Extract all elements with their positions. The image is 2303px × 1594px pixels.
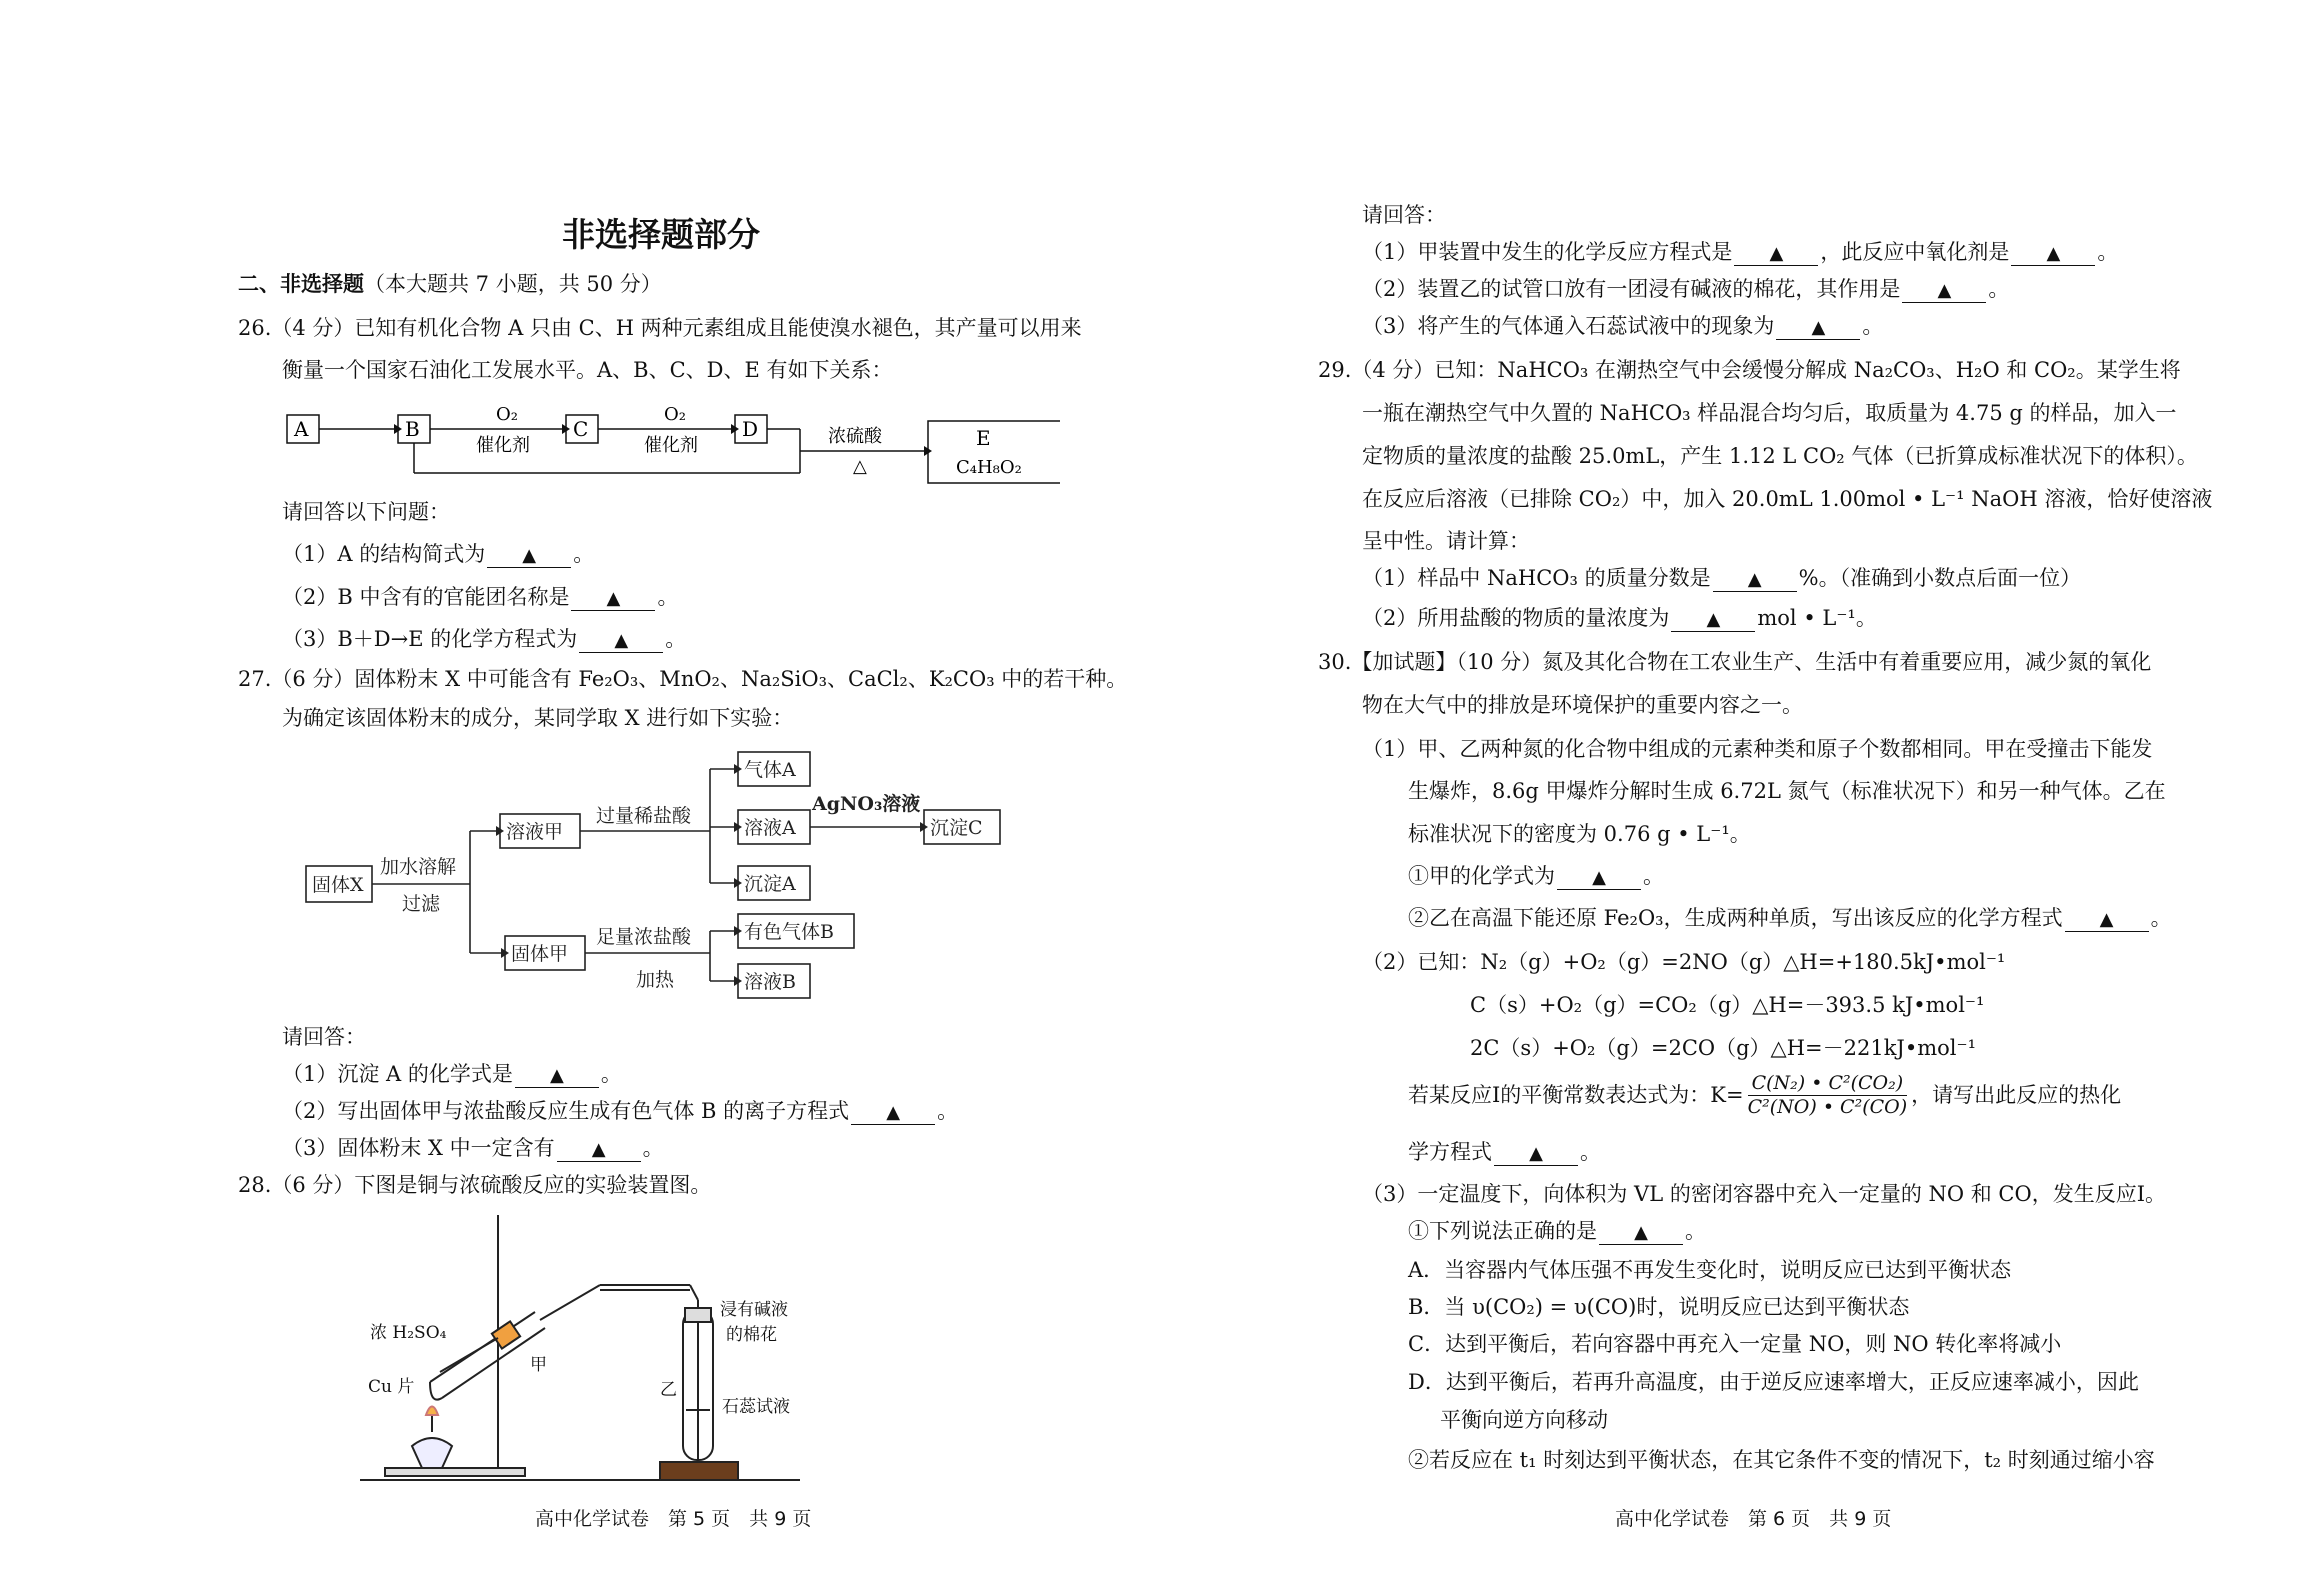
period: 。 xyxy=(642,1136,664,1160)
q26-q2-text: （2）B 中含有的官能团名称是 xyxy=(282,585,570,609)
q29-line2: 一瓶在潮热空气中久置的 NaHCO₃ 样品混合均匀后，取质量为 4.75 g 的样品，加入一 xyxy=(1362,401,2177,425)
flow-gas-a: 气体A xyxy=(744,759,796,781)
flow-solid-jia: 固体甲 xyxy=(511,943,569,965)
triangle-icon: ▲ xyxy=(606,588,621,609)
diagram-acid: 浓硫酸 xyxy=(828,426,882,447)
flow-solution-b: 溶液B xyxy=(744,971,796,993)
flow-dilute-hcl: 过量稀盐酸 xyxy=(596,805,692,827)
diagram-heat: △ xyxy=(853,456,867,477)
label-cotton-1: 浸有碱液 xyxy=(720,1300,788,1320)
q30-p3-q2: ②若反应在 t₁ 时刻达到平衡状态，在其它条件不变的情况下，t₂ 时刻通过缩小容 xyxy=(1408,1448,2155,1472)
answer-blank[interactable] xyxy=(1734,240,1818,266)
answer-blank[interactable] xyxy=(1557,864,1641,890)
triangle-icon: ▲ xyxy=(1747,569,1762,590)
flow-solid-x: 固体X xyxy=(312,874,364,896)
q30-p2-line2: C（s）+O₂（g）=CO₂（g）△H=－393.5 kJ•mol⁻¹ xyxy=(1470,993,1985,1017)
diagram-catalyst-2: 催化剂 xyxy=(644,435,698,456)
k-label: 若某反应Ⅰ的平衡常数表达式为：K= xyxy=(1408,1082,1744,1107)
q27-q1-text: （1）沉淀 A 的化学式是 xyxy=(282,1062,513,1086)
k-numerator: C(N₂) • C²(CO₂) xyxy=(1748,1072,1908,1096)
label-conc-h2so4: 浓 H₂SO₄ xyxy=(370,1323,447,1343)
period: 。 xyxy=(2150,906,2172,930)
flow-dissolve: 加水溶解 xyxy=(380,856,457,878)
q27-line1: 27.（6 分）固体粉末 X 中可能含有 Fe₂O₃、MnO₂、Na₂SiO₃、CaCl₂、K₂CO₃ 中的若干种。 xyxy=(238,667,1128,691)
answer-blank[interactable] xyxy=(571,585,655,611)
label-litmus: 石蕊试液 xyxy=(722,1397,790,1417)
q26-line2: 衡量一个国家石油化工发展水平。A、B、C、D、E 有如下关系： xyxy=(282,358,893,382)
q26-line1: 26.（4 分）已知有机化合物 A 只由 C、H 两种元素组成且能使溴水褪色，其产量可以用来 xyxy=(238,316,1082,340)
label-cotton-2: 的棉花 xyxy=(726,1325,777,1345)
period: 。 xyxy=(1643,864,1664,888)
q30-p3-line1: （3）一定温度下，向体积为 VL 的密闭容器中充入一定量的 NO 和 CO，发生反应Ⅰ。 xyxy=(1362,1182,2167,1206)
option-c[interactable]: C．达到平衡后，若向容器中再充入一定量 NO，则 NO 转化率将减小 xyxy=(1408,1332,2062,1356)
period: 。 xyxy=(573,542,595,566)
q27-q2 xyxy=(282,1099,958,1125)
q26-q3-text: （3）B＋D→E 的化学方程式为 xyxy=(282,627,578,651)
answer-blank[interactable] xyxy=(1599,1219,1683,1245)
diagram-o2-2: O₂ xyxy=(664,404,686,425)
period: 。 xyxy=(1988,277,2010,301)
flow-gas-b: 有色气体B xyxy=(744,921,834,943)
answer-blank[interactable] xyxy=(487,542,571,568)
period: 。 xyxy=(1580,1140,1601,1164)
triangle-icon: ▲ xyxy=(1937,280,1952,301)
period: 。 xyxy=(1685,1219,1706,1243)
answer-blank[interactable] xyxy=(851,1099,935,1125)
page-title: 非选择题部分 xyxy=(562,215,760,254)
q27-line2: 为确定该固体粉末的成分，某同学取 X 进行如下实验： xyxy=(282,706,794,730)
q27-q3-text: （3）固体粉末 X 中一定含有 xyxy=(282,1136,555,1160)
q28-cont-prompt: 请回答： xyxy=(1362,203,1446,227)
option-d[interactable]: D．达到平衡后，若再升高温度，由于逆反应速率增大，正反应速率减小，因此 xyxy=(1408,1370,2139,1394)
option-d-cont: 平衡向逆方向移动 xyxy=(1440,1408,1608,1432)
k-denominator: C²(NO) • C²(CO) xyxy=(1747,1095,1908,1118)
answer-blank[interactable] xyxy=(579,627,663,653)
q26-reaction-diagram xyxy=(280,395,1060,495)
diagram-node-e: E xyxy=(976,426,991,450)
k-fraction xyxy=(1748,1072,1908,1119)
q29-line5: 呈中性。请计算： xyxy=(1362,529,1530,553)
answer-blank[interactable] xyxy=(1494,1140,1578,1166)
period: 。 xyxy=(2097,240,2119,264)
flow-agno3: AgNO₃溶液 xyxy=(812,793,921,815)
q28-q1-text: （1）甲装置中发生的化学反应方程式是 xyxy=(1362,240,1733,264)
option-b[interactable]: B．当 υ(CO₂) = υ(CO)时，说明反应已达到平衡状态 xyxy=(1408,1295,1910,1319)
q30-p2-line3: 2C（s）+O₂（g）=2CO（g）△H=－221kJ•mol⁻¹ xyxy=(1470,1036,1977,1060)
triangle-icon: ▲ xyxy=(1769,243,1784,264)
answer-blank[interactable] xyxy=(1902,277,1986,303)
q29-q1 xyxy=(1362,566,2081,592)
q29-line4: 在反应后溶液（已排除 CO₂）中，加入 20.0mL 1.00mol • L⁻¹ NaOH 溶液，恰好使溶液 xyxy=(1362,487,2213,511)
answer-blank[interactable] xyxy=(1713,566,1797,592)
q29-q1-text: （1）样品中 NaHCO₃ 的质量分数是 xyxy=(1362,566,1711,590)
diagram-e-formula: C₄H₈O₂ xyxy=(956,457,1022,478)
triangle-icon: ▲ xyxy=(1529,1143,1543,1164)
triangle-icon: ▲ xyxy=(2099,909,2114,930)
triangle-icon: ▲ xyxy=(549,1065,564,1086)
q30-p2-k-expression xyxy=(1408,1072,2121,1119)
triangle-icon: ▲ xyxy=(614,630,629,651)
triangle-icon: ▲ xyxy=(1811,317,1826,338)
answer-blank[interactable] xyxy=(2065,906,2149,932)
q30-p1-q1 xyxy=(1408,864,1664,890)
flow-solution-a: 溶液A xyxy=(744,817,796,839)
q26-prompt: 请回答以下问题： xyxy=(282,500,450,524)
triangle-icon: ▲ xyxy=(1634,1222,1648,1243)
q27-q3 xyxy=(282,1136,664,1162)
period: 。 xyxy=(937,1099,959,1123)
flow-precipitate-c: 沉淀C xyxy=(930,817,983,839)
answer-blank[interactable] xyxy=(557,1136,641,1162)
q27-q2-text: （2）写出固体甲与浓盐酸反应生成有色气体 B 的离子方程式 xyxy=(282,1099,850,1123)
q30-line2: 物在大气中的排放是环境保护的重要内容之一。 xyxy=(1362,693,1803,717)
q27-flow-chart xyxy=(300,738,1050,1008)
diagram-catalyst-1: 催化剂 xyxy=(476,435,530,456)
q29-line3: 定物质的量浓度的盐酸 25.0mL，产生 1.12 L CO₂ 气体（已折算成标准状况下的体积）。 xyxy=(1362,444,2198,468)
q30-p1-line2: 生爆炸，8.6g 甲爆炸分解时生成 6.72L 氮气（标准状况下）和另一种气体。乙在 xyxy=(1408,779,2166,803)
triangle-icon: ▲ xyxy=(591,1139,606,1160)
q28-line1: 28.（6 分）下图是铜与浓硫酸反应的实验装置图。 xyxy=(238,1173,712,1197)
q27-q1 xyxy=(282,1062,622,1088)
q26-q1 xyxy=(282,542,594,568)
q30-p1-line1: （1）甲、乙两种氮的化合物中组成的元素种类和原子个数都相同。甲在受撞击下能发 xyxy=(1362,737,2153,761)
diagram-o2-1: O₂ xyxy=(496,404,518,425)
q30-p3-q1-text: ①下列说法正确的是 xyxy=(1408,1219,1597,1243)
q29-q2-text2: mol • L⁻¹。 xyxy=(1757,606,1877,630)
q29-q1-text2: %。（准确到小数点后面一位） xyxy=(1798,566,2082,590)
flow-conc-hcl: 足量浓盐酸 xyxy=(596,926,692,948)
q30-p2-q xyxy=(1408,1140,1601,1166)
section-note: （本大题共 7 小题，共 50 分） xyxy=(364,272,662,296)
period: 。 xyxy=(1862,314,1884,338)
q26-q1-text: （1）A 的结构简式为 xyxy=(282,542,486,566)
answer-blank[interactable] xyxy=(2011,240,2095,266)
q29-line1: 29.（4 分）已知：NaHCO₃ 在潮热空气中会缓慢分解成 Na₂CO₃、H₂O 和 CO₂。某学生将 xyxy=(1318,358,2181,382)
answer-blank[interactable] xyxy=(515,1062,599,1088)
triangle-icon: ▲ xyxy=(1592,867,1606,888)
period: 。 xyxy=(600,1062,622,1086)
q30-p1-q2 xyxy=(1408,906,2172,932)
diagram-node-c: C xyxy=(573,417,589,441)
k-tail: ，请写出此反应的热化 xyxy=(1911,1082,2122,1107)
q30-line1: 30.【加试题】（10 分）氮及其化合物在工农业生产、生活中有着重要应用，减少氮的氧化 xyxy=(1318,650,2152,674)
diagram-node-b: B xyxy=(405,417,420,441)
q28-q1-text2: ，此反应中氧化剂是 xyxy=(1820,240,2010,264)
q30-p1-line3: 标准状况下的密度为 0.76 g • L⁻¹。 xyxy=(1408,822,1751,846)
triangle-icon: ▲ xyxy=(1706,609,1721,630)
flow-heat: 加热 xyxy=(636,969,675,991)
period: 。 xyxy=(665,627,687,651)
label-jia: 甲 xyxy=(530,1355,547,1375)
q29-q2 xyxy=(1362,606,1877,632)
answer-blank[interactable] xyxy=(1776,314,1860,340)
section-label: 二、非选择题 xyxy=(238,272,364,296)
period: 。 xyxy=(657,585,679,609)
q30-p1-q2-text: ②乙在高温下能还原 Fe₂O₃，生成两种单质，写出该反应的化学方程式 xyxy=(1408,906,2063,930)
triangle-icon: ▲ xyxy=(522,545,537,566)
triangle-icon: ▲ xyxy=(2046,243,2061,264)
q28-q3-text: （3）将产生的气体通入石蕊试液中的现象为 xyxy=(1362,314,1775,338)
label-cu: Cu 片 xyxy=(368,1377,415,1397)
section-heading xyxy=(238,272,662,297)
q28-apparatus-diagram xyxy=(360,1210,820,1485)
q30-p2-q-text: 学方程式 xyxy=(1408,1140,1492,1164)
flow-filter: 过滤 xyxy=(402,893,441,915)
q28-q1 xyxy=(1362,240,2118,266)
q30-p1-q1-text: ①甲的化学式为 xyxy=(1408,864,1555,888)
option-a[interactable]: A．当容器内气体压强不再发生变化时，说明反应已达到平衡状态 xyxy=(1408,1258,2012,1282)
q28-q2 xyxy=(1362,277,2009,303)
triangle-icon: ▲ xyxy=(886,1102,901,1123)
q29-q2-text: （2）所用盐酸的物质的量浓度为 xyxy=(1362,606,1670,630)
footer-right: 高中化学试卷 第 6 页 共 9 页 xyxy=(1615,1508,1892,1530)
flow-precipitate-a: 沉淀A xyxy=(744,873,796,895)
flow-solution-jia: 溶液甲 xyxy=(506,821,564,843)
diagram-node-a: A xyxy=(294,417,309,441)
answer-blank[interactable] xyxy=(1671,606,1755,632)
q26-q3 xyxy=(282,627,686,653)
label-yi: 乙 xyxy=(660,1380,677,1400)
q28-q3 xyxy=(1362,314,1883,340)
q30-p3-q1 xyxy=(1408,1219,1706,1245)
diagram-node-d: D xyxy=(742,417,759,441)
footer-left: 高中化学试卷 第 5 页 共 9 页 xyxy=(535,1508,812,1530)
q30-p2-line1: （2）已知：N₂（g）+O₂（g）=2NO（g）△H=+180.5kJ•mol⁻¹ xyxy=(1362,950,2006,974)
q28-q2-text: （2）装置乙的试管口放有一团浸有碱液的棉花，其作用是 xyxy=(1362,277,1901,301)
q26-q2 xyxy=(282,585,678,611)
q27-prompt: 请回答： xyxy=(282,1025,366,1049)
